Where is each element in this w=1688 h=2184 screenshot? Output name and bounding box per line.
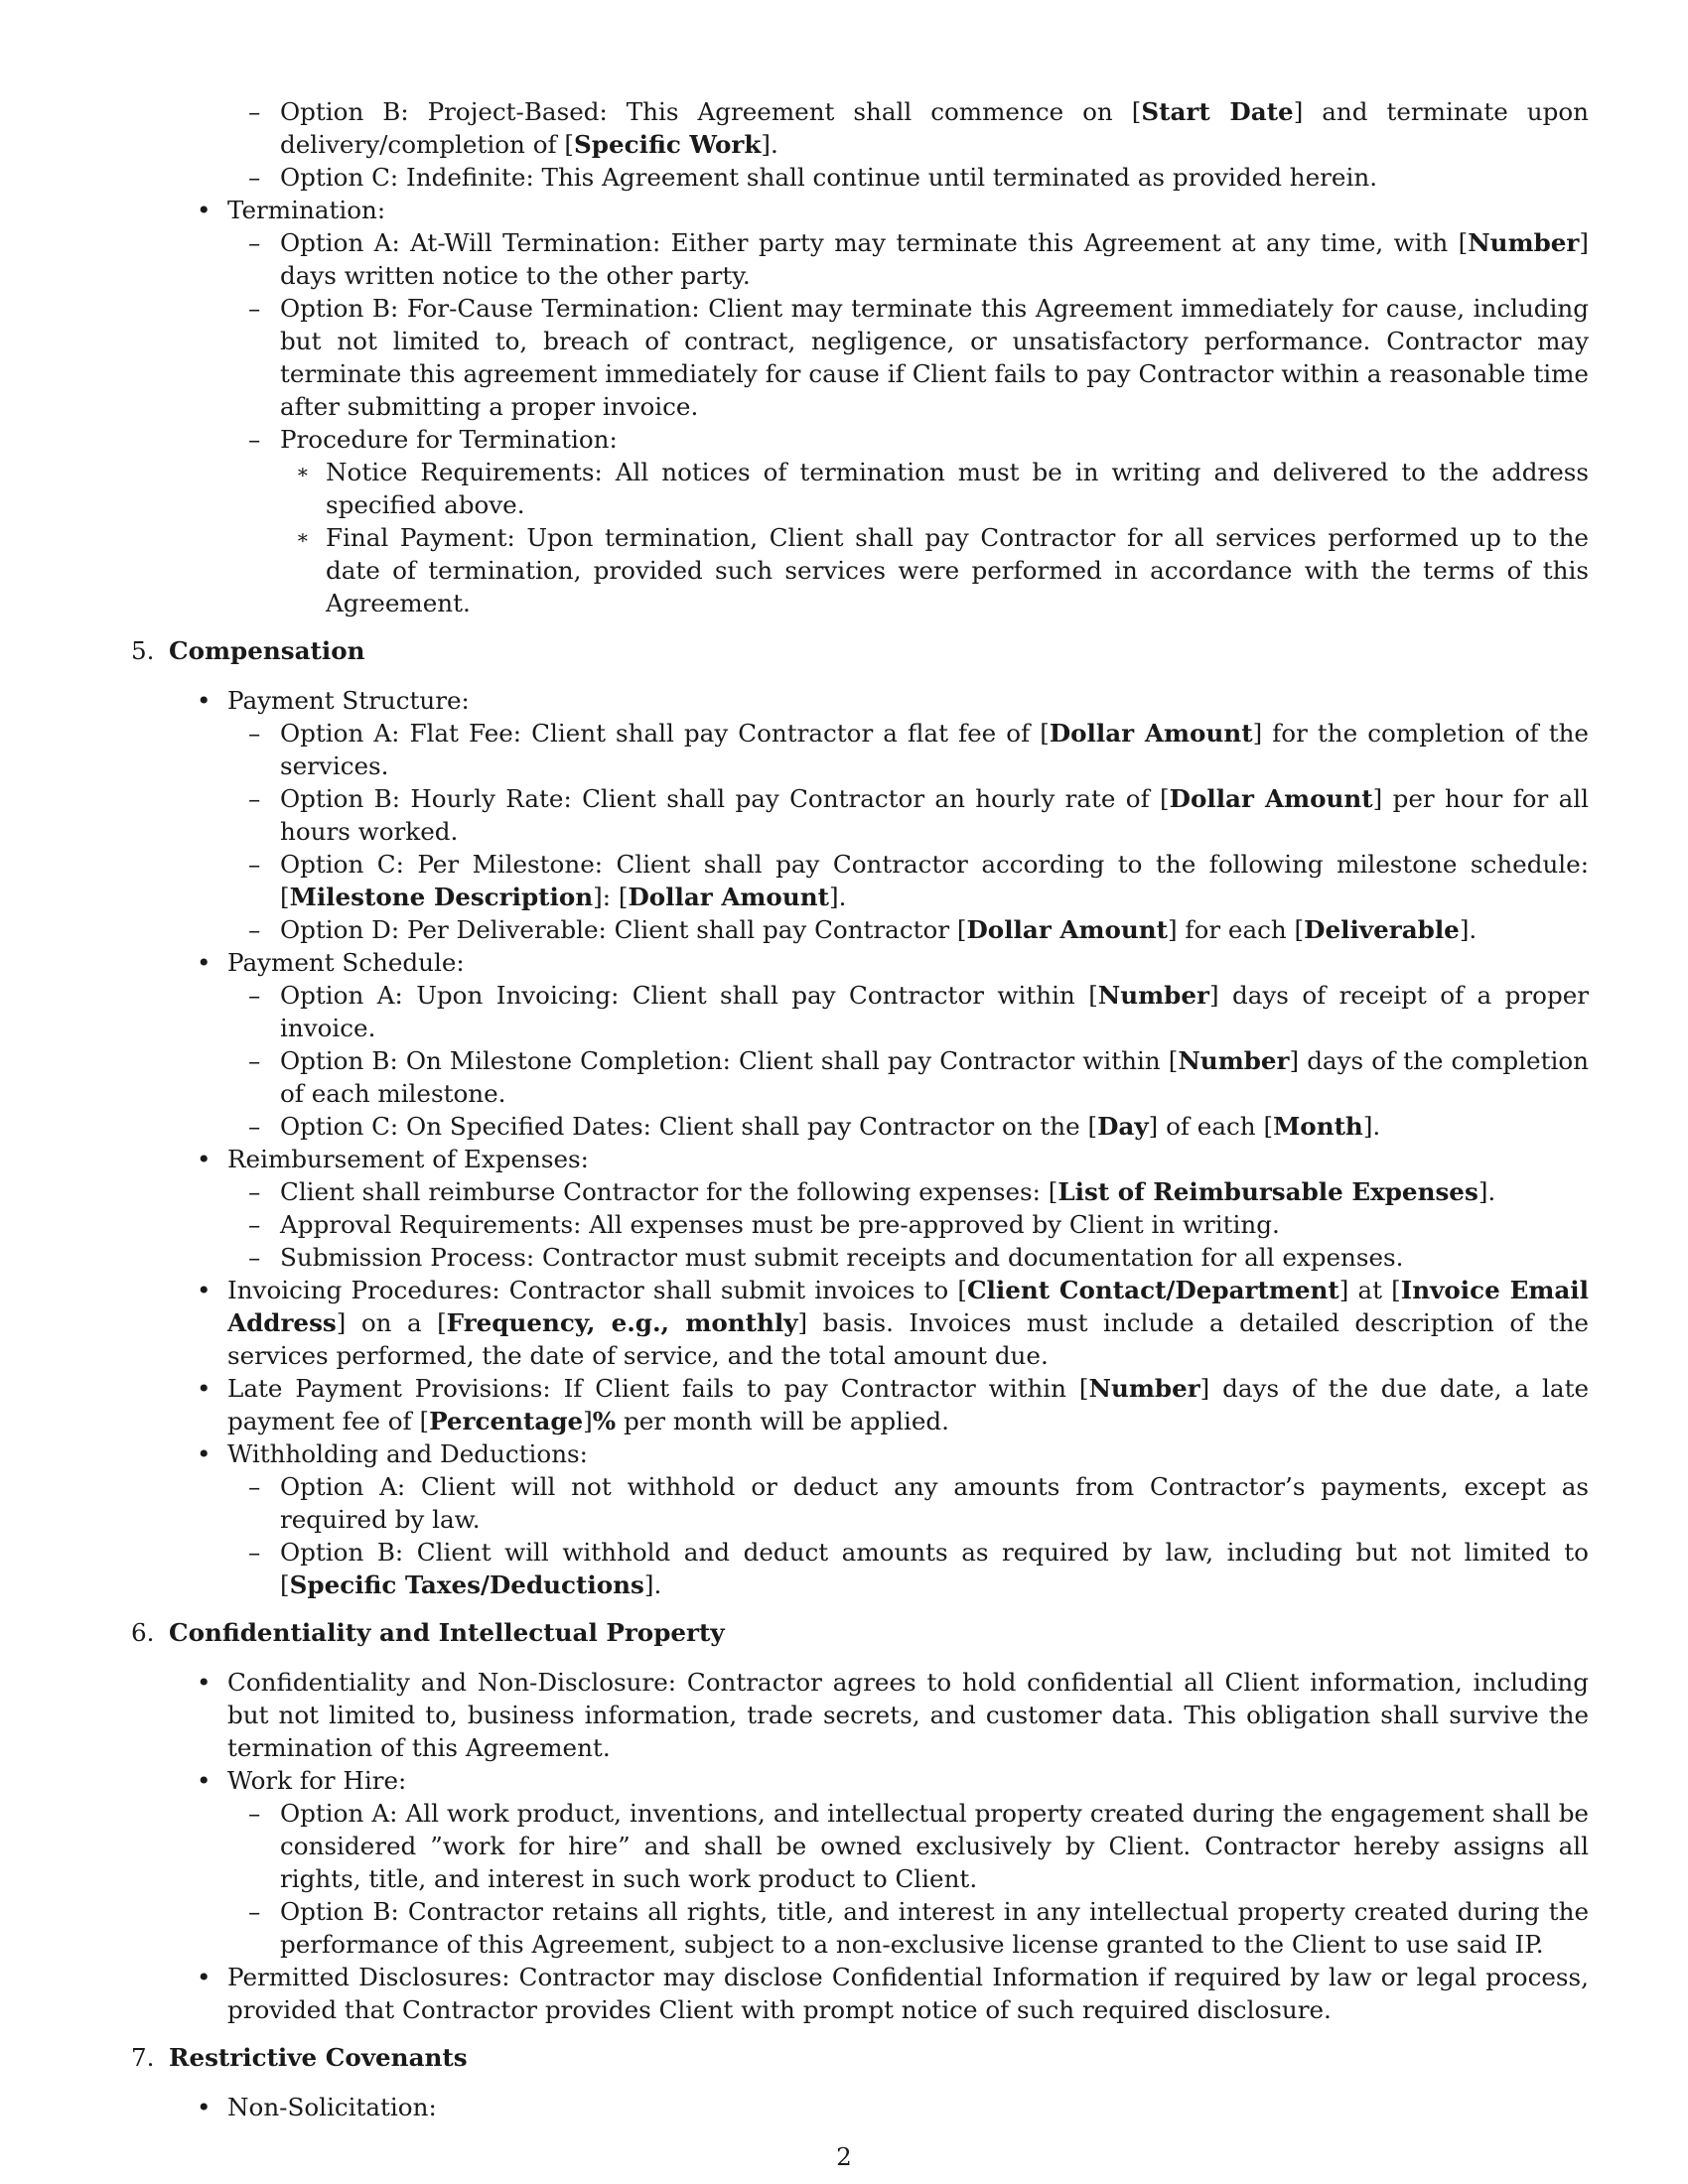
term-option-c: – Option C: Indefinite: This Agreement shall continue until terminated as provided herein. [248, 163, 1378, 192]
star-marker: ∗ [296, 525, 310, 549]
work-for-hire-option-b: – Option B: Contractor retains all rights, title, and interest in any intellectual property created during the performance of this Agreement, subject to a non-exclusive license granted to the Client to use said IP. [248, 1897, 1589, 1959]
reimbursement-submission: – Submission Process: Contractor must submit receipts and documentation for all expenses. [248, 1243, 1404, 1272]
dash-marker: – [248, 1210, 261, 1239]
section-number: 5. [131, 636, 155, 665]
non-solicitation-heading: • Non-Solicitation: [197, 2093, 437, 2121]
bullet-marker: • [197, 1963, 211, 1991]
payment-schedule-option-a: – Option A: Upon Invoicing: Client shall pay Contractor within [Number] days of receipt of a proper invoice. [248, 981, 1589, 1042]
work-for-hire-heading: • Work for Hire: [197, 1766, 407, 1795]
withholding-option-a: – Option A: Client will not withhold or deduct any amounts from Contractor’s payments, except as required by law. [248, 1472, 1589, 1534]
payment-structure-heading: • Payment Structure: [197, 686, 470, 715]
bullet-marker: • [197, 686, 211, 715]
bullet-marker: • [197, 1145, 211, 1173]
bullet-marker: • [197, 196, 211, 224]
dash-marker: – [248, 1897, 261, 1926]
withholding-heading: • Withholding and Deductions: [197, 1439, 588, 1468]
dash-marker: – [248, 228, 261, 257]
reimbursement-heading: • Reimbursement of Expenses: [197, 1145, 589, 1173]
section-title: Confidentiality and Intellectual Property [169, 1618, 725, 1647]
dash-marker: – [248, 294, 261, 323]
dash-marker: – [248, 1177, 261, 1206]
invoicing-procedures: • Invoicing Procedures: Contractor shall submit invoices to [Client Contact/Department] at [Invoice Email Address] on a [Frequency, e.g., monthly] basis. Invoices must include a detailed description of the services performed, the date of service, and the total amount due. [197, 1276, 1589, 1370]
dash-marker: – [248, 425, 261, 454]
payment-structure-option-b: – Option B: Hourly Rate: Client shall pay Contractor an hourly rate of [Dollar Amount] per hour for all hours worked. [248, 784, 1589, 846]
bullet-marker: • [197, 1766, 211, 1795]
withholding-option-b: – Option B: Client will withhold and deduct amounts as required by law, including but not limited to [Specific Taxes/Deductions]. [248, 1538, 1589, 1599]
term-option-b: – Option B: Project-Based: This Agreement shall commence on [Start Date] and terminate upon delivery/completion of [Specific Work]. [248, 97, 1589, 159]
payment-structure-option-c: – Option C: Per Milestone: Client shall pay Contractor according to the following milestone schedule: [Milestone Description]: [Dollar Amount]. [248, 850, 1589, 911]
payment-structure-option-a: – Option A: Flat Fee: Client shall pay Contractor a flat fee of [Dollar Amount] for the completion of the services. [248, 719, 1589, 780]
termination-procedure-heading: – Procedure for Termination: [248, 425, 618, 454]
dash-marker: – [248, 1243, 261, 1272]
page-number: 2 [836, 2142, 852, 2171]
section-heading-compensation [131, 634, 1589, 667]
section-heading-restrictive-covenants [131, 2041, 1589, 2074]
bullet-marker: • [197, 948, 211, 977]
termination-option-b: – Option B: For-Cause Termination: Client may terminate this Agreement immediately for cause, including but not limited to, breach of contract, negligence, or unsatisfactory performance. Contractor may terminate this agreement immediately for cause if Client fails to pay Contractor within a reasonable time after submitting a proper invoice. [248, 294, 1589, 421]
document-body [131, 95, 1589, 2123]
reimbursement-approval: – Approval Requirements: All expenses must be pre-approved by Client in writing. [248, 1210, 1280, 1239]
bullet-marker: • [197, 1439, 211, 1468]
dash-marker: – [248, 915, 261, 944]
dash-marker: – [248, 1538, 261, 1567]
section-title: Restrictive Covenants [169, 2043, 468, 2072]
dash-marker: – [248, 850, 261, 879]
payment-schedule-option-c: – Option C: On Specified Dates: Client shall pay Contractor on the [Day] of each [Month]. [248, 1112, 1381, 1141]
bullet-marker: • [197, 1668, 211, 1697]
dash-marker: – [248, 1799, 261, 1828]
termination-notice-requirements: ∗ Notice Requirements: All notices of termination must be in writing and delivered to the address specified above. [296, 458, 1589, 519]
dash-marker: – [248, 1046, 261, 1075]
dash-marker: – [248, 719, 261, 748]
dash-marker: – [248, 784, 261, 813]
termination-heading: • Termination: [197, 196, 386, 224]
bullet-marker: • [197, 1276, 211, 1304]
bullet-marker: • [197, 2093, 211, 2121]
bullet-marker: • [197, 1374, 211, 1403]
section-number: 6. [131, 1618, 155, 1647]
termination-final-payment: ∗ Final Payment: Upon termination, Client shall pay Contractor for all services performed up to the date of termination, provided such services were performed in accordance with the terms of this Agreement. [296, 523, 1589, 617]
payment-structure-option-d: – Option D: Per Deliverable: Client shall pay Contractor [Dollar Amount] for each [Deliverable]. [248, 915, 1477, 944]
late-payment-provisions: • Late Payment Provisions: If Client fails to pay Contractor within [Number] days of the due date, a late payment fee of [Percentage]% per month will be applied. [197, 1374, 1590, 1435]
reimbursement-expenses: – Client shall reimburse Contractor for the following expenses: [List of Reimbursable Expenses]. [248, 1177, 1496, 1206]
dash-marker: – [248, 163, 261, 192]
payment-schedule-option-b: – Option B: On Milestone Completion: Client shall pay Contractor within [Number] days of the completion of each milestone. [248, 1046, 1589, 1108]
dash-marker: – [248, 981, 261, 1010]
dash-marker: – [248, 97, 261, 126]
section-title: Compensation [169, 636, 365, 665]
dash-marker: – [248, 1472, 261, 1501]
section-heading-confidentiality [131, 1616, 1589, 1649]
star-marker: ∗ [296, 460, 310, 483]
work-for-hire-option-a: – Option A: All work product, inventions, and intellectual property created during the engagement shall be considered ”work for hire” and shall be owned exclusively by Client. Contractor hereby assigns all rights, title, and interest in such work product to Client. [248, 1799, 1589, 1893]
section-number: 7. [131, 2043, 155, 2072]
termination-option-a: – Option A: At-Will Termination: Either party may terminate this Agreement at any time, with [Number] days written notice to the other party. [248, 228, 1589, 290]
payment-schedule-heading: • Payment Schedule: [197, 948, 465, 977]
permitted-disclosures: • Permitted Disclosures: Contractor may disclose Confidential Information if required by law or legal process, provided that Contractor provides Client with prompt notice of such required disclosure. [197, 1963, 1589, 2024]
confidentiality-non-disclosure: • Confidentiality and Non-Disclosure: Contractor agrees to hold confidential all Client information, including but not limited to, business information, trade secrets, and customer data. This obligation shall survive the termination of this Agreement. [197, 1668, 1589, 1762]
dash-marker: – [248, 1112, 261, 1141]
